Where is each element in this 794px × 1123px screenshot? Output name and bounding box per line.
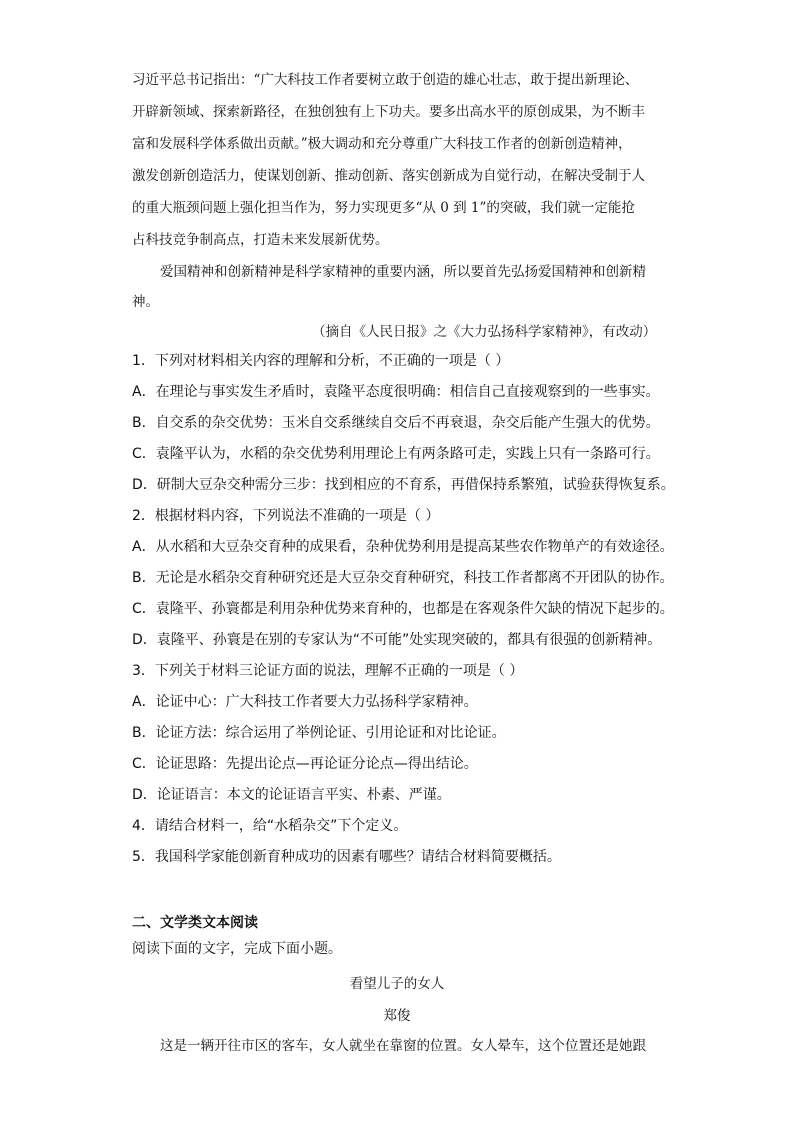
question-1-option-a: A．在理论与事实发生矛盾时，袁隆平态度很明确：相信自己直接观察到的一些事实。 xyxy=(132,384,660,400)
question-2-option-d: D．袁隆平、孙寰是在别的专家认为“不可能”处实现突破的，都具有很强的创新精神。 xyxy=(132,632,662,648)
story-title: 看望儿子的女人 xyxy=(349,976,445,992)
passage-line: 开辟新领域、探索新路径，在独创独有上下功夫。要多出高水平的原创成果，为不断丰 xyxy=(132,104,645,120)
question-1: 1．下列对材料相关内容的理解和分析，不正确的一项是（ ） xyxy=(132,353,510,369)
question-2-option-a: A．从水稻和大豆杂交育种的成果看，杂种优势利用是提高某些农作物单产的有效途径。 xyxy=(132,539,674,555)
question-2-option-b: B．无论是水稻杂交育种研究还是大豆杂交育种研究，科技工作者都离不开团队的协作。 xyxy=(132,570,674,586)
question-3-option-d: D．论证语言：本文的论证语言平实、朴素、严谨。 xyxy=(132,787,451,803)
question-1-option-b: B．自交系的杂交优势：玉米自交系继续自交后不再衰退，杂交后能产生强大的优势。 xyxy=(132,415,660,431)
passage-line: 习近平总书记指出：“广大科技工作者要树立敢于创造的雄心壮志，敢于提出新理论、 xyxy=(132,72,639,88)
section-heading: 二、文学类文本阅读 xyxy=(132,915,258,931)
passage-paragraph-line: 爱国精神和创新精神是科学家精神的重要内涵，所以要首先弘扬爱国精神和创新精 xyxy=(160,264,646,280)
passage-line: 富和发展科学体系做出贡献。”极大调动和充分尊重广大科技工作者的创新创造精神， xyxy=(132,136,632,152)
question-1-option-d: D．研制大豆杂交种需分三步：找到相应的不育系，再借保持系繁殖，试验获得恢复系。 xyxy=(132,477,675,493)
question-3-option-c: C．论证思路：先提出论点—再论证分论点—得出结论。 xyxy=(132,756,478,772)
question-1-option-c: C．袁隆平认为，水稻的杂交优势利用理论上有两条路可走，实践上只有一条路可行。 xyxy=(132,446,660,462)
passage-paragraph-line: 神。 xyxy=(132,294,159,310)
passage-source: （摘自《人民日报》之《大力弘扬科学家精神》，有改动） xyxy=(312,324,657,340)
story-author: 郑俊 xyxy=(383,1008,411,1024)
section-instruction: 阅读下面的文字，完成下面小题。 xyxy=(132,941,342,957)
question-3-option-a: A．论证中心：广大科技工作者要大力弘扬科学家精神。 xyxy=(132,694,478,710)
passage-line: 占科技竞争制高点，打造未来发展新优势。 xyxy=(132,232,389,248)
question-4: 4．请结合材料一，给“水稻杂交”下个定义。 xyxy=(132,818,408,834)
question-3-option-b: B．论证方法：综合运用了举例论证、引用论证和对比论证。 xyxy=(132,725,506,741)
passage-line: 激发创新创造活力，使谋划创新、推动创新、落实创新成为自觉行动，在解决受制于人 xyxy=(132,168,645,184)
question-3: 3．下列关于材料三论证方面的说法，理解不正确的一项是（ ） xyxy=(132,663,524,679)
question-2-option-c: C．袁隆平、孙寰都是利用杂种优势来育种的，也都是在客观条件欠缺的情况下起步的。 xyxy=(132,601,674,617)
passage-line: 的重大瓶颈问题上强化担当作为，努力实现更多“从 0 到 1”的突破，我们就一定能抢 xyxy=(132,200,635,216)
question-5: 5．我国科学家能创新育种成功的因素有哪些？请结合材料简要概括。 xyxy=(132,849,561,865)
question-2: 2．根据材料内容，下列说法不准确的一项是（ ） xyxy=(132,508,440,524)
story-first-line: 这是一辆开往市区的客车，女人就坐在靠窗的位置。女人晕车，这个位置还是她跟 xyxy=(160,1038,646,1054)
